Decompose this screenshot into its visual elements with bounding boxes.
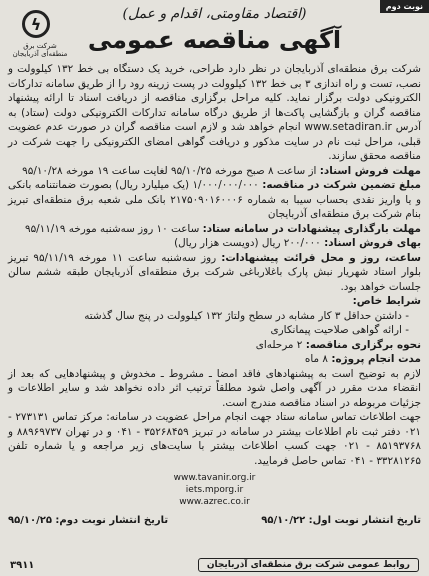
ad-header bbox=[8, 4, 421, 62]
list-item: - ارائه گواهی صلاحیت پیمانکاری bbox=[8, 323, 409, 338]
conditions-title: شرایط خاص: bbox=[352, 295, 421, 307]
section-sale-deadline: مهلت فروش اسناد: از ساعت ۸ صبح مورخه ۹۵/۱۰/۲۵ لغایت ساعت ۱۹ مورخه ۹۵/۱۰/۲۸ bbox=[22, 164, 421, 177]
section-upload-deadline: مهلت بارگذاری پیشنهادات در سامانه ستاد: ساعت ۱۰ روز سه‌شنبه مورخه ۹۵/۱۱/۱۹ bbox=[24, 222, 421, 235]
section-price: بهای فروش اسناد: ۲۰۰/۰۰۰ ریال (دویست هزار ریال) bbox=[174, 237, 421, 249]
round-tag: نوبت دوم bbox=[380, 0, 429, 13]
section-opening: ساعت، روز و محل قرائت پیشنهادات: روز سه‌شنبه ساعت ۱۱ مورخه ۹۵/۱۱/۱۹ تبریز بلوار استاد شهریار نبش پارک باغلارباغی شرکت برق منطقه‌ای آذربایجان طبقه ششم سالن جلسات خواهد بود. bbox=[8, 251, 421, 293]
list-item: - داشتن حداقل ۳ کار مشابه در سطح ولتاژ ۱۳۲ کیلوولت در پنج سال گذشته bbox=[8, 309, 409, 324]
company-name: شرکت برق منطقه‌ای آذربایجان bbox=[12, 42, 68, 58]
note-paragraph: لازم به توضیح است به پیشنهادهای فاقد امضا ـ مشروط ـ مخدوش و پیشنهادهایی که بعد از انقضاء مدت مقرر در آگهی واصل شود مطلقاً ترتیب اثر داده نخواهد شد و سایر اطلاعات و جزئیات مربوطه در اسناد مناقصه مندرج است. bbox=[8, 367, 421, 409]
website-link[interactable]: www.tavanir.org.ir bbox=[173, 473, 256, 483]
ad-number: ۳۹۱۱ bbox=[10, 559, 35, 571]
second-publish-date: تاریخ انتشار نوبت دوم: ۹۵/۱۰/۲۵ bbox=[8, 515, 169, 526]
slogan: (اقتصاد مقاومتی، اقدام و عمل) bbox=[122, 6, 307, 22]
ad-title: آگهی مناقصه عمومی bbox=[87, 26, 342, 54]
publisher-label: روابط عمومی شرکت برق منطقه‌ای آذربایجان bbox=[198, 558, 419, 572]
section-stages: نحوه برگزاری مناقصه: ۲ مرحله‌ای bbox=[255, 338, 421, 351]
company-logo-icon: ϟ bbox=[22, 10, 50, 38]
section-guarantee: مبلغ تضمین شرکت در مناقصه: ۱/۰۰۰/۰۰۰/۰۰۰ (یک میلیارد ریال) بصورت ضمانتنامه بانکی و یا واریز نقدی بحساب سیبا به شماره ۲۱۷۵۰۹۰۱۶۰۰۰۶ بانک ملی شعبه برق منطقه‌ای تبریز بنام شرکت برق منطقه‌ای آذربایجان bbox=[8, 179, 421, 220]
first-publish-date: تاریخ انتشار نوبت اول: ۹۵/۱۰/۲۲ bbox=[261, 515, 421, 526]
section-duration: مدت انجام پروژه: ۸ ماه bbox=[304, 353, 421, 365]
website-list bbox=[8, 472, 421, 508]
website-link[interactable]: www.azrec.co.ir bbox=[179, 497, 250, 507]
publish-dates bbox=[8, 514, 421, 529]
website-link[interactable]: iets.mporg.ir bbox=[185, 485, 244, 495]
conditions-list bbox=[8, 309, 421, 338]
ad-body bbox=[8, 62, 421, 529]
intro-paragraph: شرکت برق منطقه‌ای آذربایجان در نظر دارد طراحی، خرید یک دستگاه بی خط ۱۳۲ کیلوولت و نصب، تست و راه اندازی ۳ بی خط ۱۳۲ کیلوولت در پست زرینه رود را از طریق سامانه تدارکات الکترونیکی دولت برگزار نماید. کلیه مراحل برگزاری مناقصه از دریافت اسناد تا ارائه پیشنهاد مناقصه گران و بازگشایی پاکت‌ها از طریق درگاه سامانه تدارکات الکترونیکی دولت (ستاد) به آدرس www.setadiran.ir انجام خواهد شد و لازم است مناقصه گران در صورت عدم عضویت قبلی، مراحل ثبت نام در سایت مذکور و دریافت گواهی امضای الکترونیکی را جهت شرکت در مناقصه محقق سازند. bbox=[8, 63, 421, 162]
ad-footer bbox=[0, 554, 429, 576]
contact-paragraph: جهت اطلاعات تماس سامانه ستاد جهت انجام مراحل عضویت در سامانه: مرکز تماس ۲۷۳۱۳۱ - ۰۲۱ دفتر ثبت نام اطلاعات بیشتر در سامانه در تبریز ۳۵۲۶۸۴۵۹ - ۰۴۱ و در تهران ۸۸۹۶۹۷۳۷ و ۸۵۱۹۳۷۶۸ - ۰۲۱ جهت کسب اطلاعات بیشتر با سایت‌های زیر مراجعه و یا شماره تلفن ۳۳۲۸۱۲۶۵ - ۰۴۱ تماس حاصل فرمایید. bbox=[8, 411, 422, 467]
